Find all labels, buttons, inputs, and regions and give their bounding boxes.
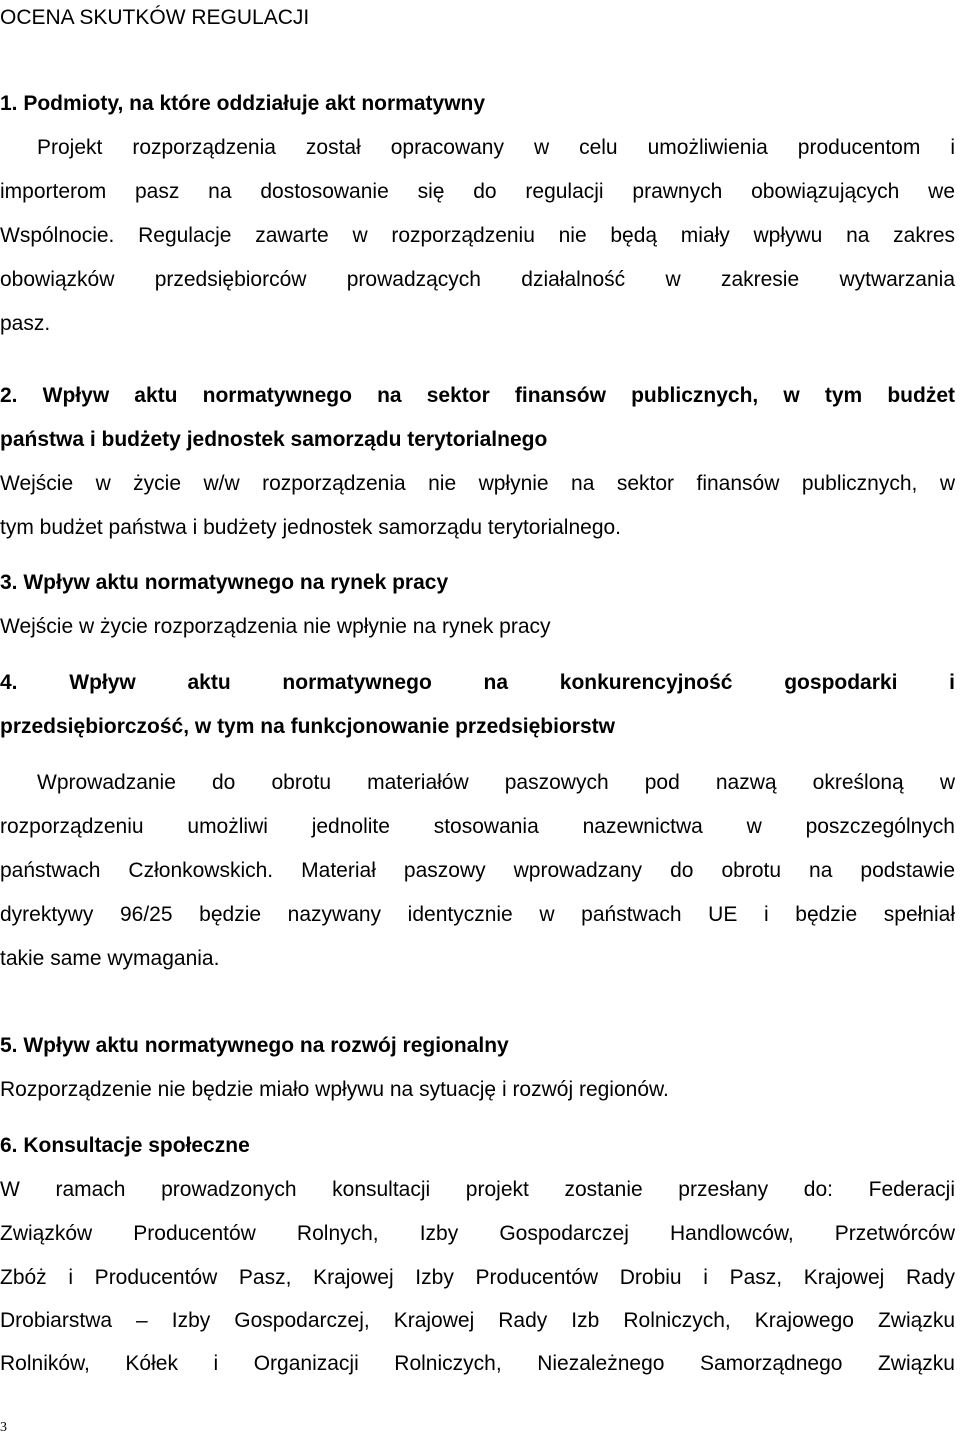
section-6-body-line: Drobiarstwa – Izby Gospodarczej, Krajowej Rady Izb Rolniczych, Krajowego Związku xyxy=(0,1309,955,1332)
section-6-body-line: Zbóż i Producentów Pasz, Krajowej Izby Producentów Drobiu i Pasz, Krajowej Rady xyxy=(0,1266,955,1289)
section-4-body-line: Wprowadzanie do obrotu materiałów paszowych pod nazwą określoną w xyxy=(37,771,955,794)
section-6-body-line: Związków Producentów Rolnych, Izby Gospodarczej Handlowców, Przetwórców xyxy=(0,1222,955,1245)
section-1-body-line: Wspólnocie. Regulacje zawarte w rozporządzeniu nie będą miały wpływu na zakres xyxy=(0,224,955,247)
section-1-body-line: pasz. xyxy=(0,312,51,335)
section-6-body-line: Rolników, Kółek i Organizacji Rolniczych, Niezależnego Samorządnego Związku xyxy=(0,1352,955,1375)
document-title: OCENA SKUTKÓW REGULACJI xyxy=(0,6,310,29)
section-1-body-line: importerom pasz na dostosowanie się do regulacji prawnych obowiązujących we xyxy=(0,180,955,203)
section-2-heading: 2. Wpływ aktu normatywnego na sektor finansów publicznych, w tym budżet xyxy=(0,384,955,407)
section-4-body-line: państwach Członkowskich. Materiał paszowy wprowadzany do obrotu na podstawie xyxy=(0,859,955,882)
section-4-body-line: dyrektywy 96/25 będzie nazywany identycznie w państwach UE i będzie spełniał xyxy=(0,903,955,926)
section-3-heading: 3. Wpływ aktu normatywnego na rynek pracy xyxy=(0,571,449,594)
page-number: 3 xyxy=(0,1420,7,1435)
section-4-heading: 4. Wpływ aktu normatywnego na konkurencyjność gospodarki i xyxy=(0,671,955,694)
section-2-body-line: tym budżet państwa i budżety jednostek samorządu terytorialnego. xyxy=(0,516,622,539)
section-1-heading: 1. Podmioty, na które oddziałuje akt normatywny xyxy=(0,92,486,115)
section-4-body-line: takie same wymagania. xyxy=(0,947,220,970)
section-3-body-line: Wejście w życie rozporządzenia nie wpłynie na rynek pracy xyxy=(0,615,551,638)
section-6-heading: 6. Konsultacje społeczne xyxy=(0,1134,250,1157)
section-5-body-line: Rozporządzenie nie będzie miało wpływu na sytuację i rozwój regionów. xyxy=(0,1078,669,1101)
section-6-body-line: W ramach prowadzonych konsultacji projekt zostanie przesłany do: Federacji xyxy=(0,1178,955,1201)
section-4-heading-continuation: przedsiębiorczość, w tym na funkcjonowanie przedsiębiorstw xyxy=(0,715,615,738)
section-2-body-line: Wejście w życie w/w rozporządzenia nie wpłynie na sektor finansów publicznych, w xyxy=(0,472,955,495)
section-5-heading: 5. Wpływ aktu normatywnego na rozwój regionalny xyxy=(0,1034,509,1057)
section-4-body-line: rozporządzeniu umożliwi jednolite stosowania nazewnictwa w poszczególnych xyxy=(0,815,955,838)
section-2-heading-continuation: państwa i budżety jednostek samorządu terytorialnego xyxy=(0,428,548,451)
section-1-body-line: Projekt rozporządzenia został opracowany w celu umożliwienia producentom i xyxy=(37,136,955,159)
section-1-body-line: obowiązków przedsiębiorców prowadzących działalność w zakresie wytwarzania xyxy=(0,268,955,291)
